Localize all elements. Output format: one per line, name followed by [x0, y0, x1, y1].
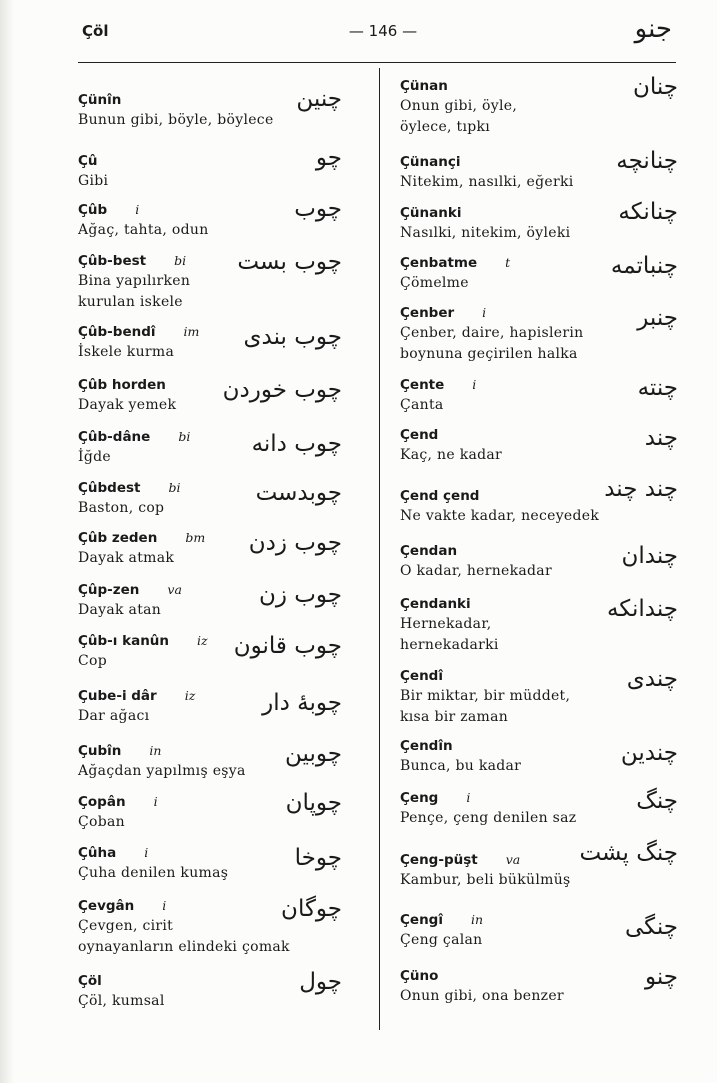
gloss-line: Bina yapılırken — [78, 273, 191, 289]
grammar-abbreviation: i — [472, 377, 477, 392]
gloss-line: Dayak yemek — [78, 397, 177, 413]
gloss-line: Nasılki, nitekim, öyleki — [400, 225, 571, 241]
headword-text: Çûb-bendî — [78, 324, 156, 340]
dictionary-entry — [400, 253, 678, 294]
gloss-line: Kambur, beli bükülmüş — [400, 872, 571, 888]
gloss-line: Pençe, çeng denilen saz — [400, 810, 577, 826]
headword-text: Çendan — [400, 543, 458, 559]
grammar-abbreviation: iz — [184, 688, 196, 703]
headword-text: Çendî — [400, 668, 443, 684]
headword-text: Çeng-püşt — [400, 852, 478, 868]
arabic-script-word: چوبین — [285, 741, 342, 767]
gloss-line: kısa bir zaman — [400, 709, 509, 725]
gloss-line: Çömelme — [400, 275, 469, 291]
arabic-script-word: چول — [299, 969, 342, 995]
arabic-script-word: چوخا — [294, 845, 342, 871]
arabic-script-word: چوپان — [285, 790, 342, 816]
dictionary-entry — [400, 788, 678, 829]
page-number: — 146 — — [348, 22, 418, 40]
gloss-line: kurulan iskele — [78, 294, 183, 310]
dictionary-entry — [400, 594, 678, 656]
dictionary-entry — [78, 375, 360, 416]
grammar-abbreviation: bi — [174, 253, 187, 268]
dictionary-entry — [78, 580, 360, 621]
headword-text: Çünîn — [78, 92, 122, 108]
arabic-script-word: چوب دانه — [251, 431, 342, 457]
arabic-script-word: چندین — [620, 740, 678, 766]
gloss-line: Çanta — [400, 397, 444, 413]
headword-text: Çûb zeden — [78, 530, 158, 546]
dictionary-entry — [400, 303, 678, 365]
dictionary-entry — [400, 425, 678, 466]
headword-text: Çû — [78, 153, 98, 169]
gloss-line: Bunun gibi, böyle, böylece — [78, 112, 274, 128]
headword — [400, 425, 678, 445]
headword-text: Çeng — [400, 790, 439, 806]
headword-text: Çenber — [400, 305, 455, 321]
arabic-script-word: چنانکه — [618, 199, 678, 225]
grammar-abbreviation: im — [183, 324, 200, 339]
dictionary-entry — [400, 476, 678, 527]
dictionary-entry — [78, 322, 360, 363]
arabic-script-word: چنگ — [636, 788, 678, 814]
arabic-script-word: چوب خوردن — [222, 377, 342, 403]
headword-text: Çünanki — [400, 205, 462, 221]
dictionary-entry — [400, 541, 678, 582]
header-rule — [78, 62, 676, 63]
gloss-line: Çevgen, cirit — [78, 918, 174, 934]
gloss-line: Hernekadar, — [400, 616, 492, 632]
dictionary-entry — [78, 686, 360, 727]
gloss-line: Dayak atmak — [78, 550, 175, 566]
dictionary-entry — [78, 843, 360, 884]
gloss-line: Onun gibi, öyle, — [400, 98, 518, 114]
arabic-script-word: چنانچه — [616, 148, 678, 174]
dictionary-entry — [78, 427, 360, 468]
arabic-script-word: چوب زن — [258, 582, 342, 608]
grammar-abbreviation: bi — [178, 429, 191, 444]
headword-text: Çûb-dâne — [78, 429, 151, 445]
grammar-abbreviation: i — [144, 845, 149, 860]
gloss-line: Kaç, ne kadar — [400, 447, 503, 463]
grammar-abbreviation: iz — [197, 633, 208, 648]
gloss-line: Dayak atan — [78, 602, 162, 618]
gloss-line: O kadar, hernekadar — [400, 563, 552, 579]
grammar-abbreviation: i — [153, 794, 158, 809]
gloss-line: Çöl, kumsal — [78, 993, 165, 1009]
dictionary-entry — [400, 148, 678, 193]
dictionary-entry — [78, 86, 360, 131]
arabic-script-word: چندی — [626, 666, 678, 692]
dictionary-entry — [78, 971, 360, 1012]
headword — [400, 966, 678, 986]
arabic-script-word: چنگ پشت — [579, 840, 678, 866]
headword-text: Çubîn — [78, 743, 122, 759]
dictionary-entry — [78, 792, 360, 833]
headword-text: Çûb-ı kanûn — [78, 633, 170, 649]
headword-text: Çendîn — [400, 738, 453, 754]
page-edge-shadow — [0, 0, 14, 1083]
grammar-abbreviation: in — [149, 743, 162, 758]
arabic-script-word: چندانکه — [606, 596, 678, 622]
headword-text: Çünan — [400, 78, 448, 94]
headword-text: Çûb horden — [78, 377, 166, 393]
gloss-line: Gibi — [78, 173, 109, 189]
dictionary-entry — [78, 145, 360, 192]
gloss-line: Çenber, daire, hapislerin — [400, 325, 584, 341]
headword-text: Çûp-zen — [78, 582, 140, 598]
gloss-line: Çuha denilen kumaş — [78, 865, 229, 881]
arabic-script-word: چند چند — [604, 476, 678, 502]
gloss-line: Dar ağacı — [78, 708, 150, 724]
gloss-line: Ağaçdan yapılmış eşya — [78, 763, 246, 779]
gloss-line: Baston, cop — [78, 500, 165, 516]
arabic-script-word: چنین — [296, 86, 342, 112]
dictionary-entry — [400, 910, 678, 951]
grammar-abbreviation: va — [505, 852, 521, 867]
headword-text: Çend çend — [400, 488, 480, 504]
headword-text: Çûb — [78, 202, 108, 218]
headword-text: Çopân — [78, 794, 126, 810]
headword — [400, 375, 678, 395]
dictionary-entry — [400, 199, 678, 244]
grammar-abbreviation: va — [167, 582, 182, 597]
arabic-script-word: چوبهٔ دار — [262, 690, 342, 716]
dictionary-entry — [400, 375, 678, 416]
headword-text: Çûha — [78, 845, 117, 861]
arabic-script-word: چندان — [621, 543, 678, 569]
arabic-script-word: چنو — [644, 964, 678, 990]
dictionary-entry — [78, 741, 360, 782]
gloss-line: Cop — [78, 653, 108, 669]
arabic-script-word: چنته — [637, 375, 678, 401]
arabic-script-word: چند — [644, 425, 678, 451]
dictionary-entry — [400, 666, 678, 728]
arabic-script-word: چوب بندی — [243, 324, 342, 350]
gloss-line: öylece, tıpkı — [400, 119, 491, 135]
grammar-abbreviation: in — [470, 912, 484, 927]
guide-word: Çöl — [82, 22, 109, 40]
page-header — [0, 0, 717, 66]
gloss-line: hernekadarki — [400, 637, 499, 653]
grammar-abbreviation: bm — [185, 530, 206, 545]
arabic-script-word: چنان — [632, 74, 678, 100]
headword-text: Çube-i dâr — [78, 688, 157, 704]
gloss-line: Çoban — [78, 814, 125, 830]
headword-text: Çengî — [400, 912, 443, 928]
arabic-script-word: چوب قانون — [233, 633, 342, 659]
dictionary-entry — [400, 966, 678, 1007]
gloss-line: Ne vakte kadar, neceyedek — [400, 508, 600, 524]
gloss-line: İğde — [78, 449, 111, 465]
arabic-script-word: چو — [315, 145, 342, 171]
arabic-script-word: چنباتمه — [610, 253, 678, 279]
dictionary-entry — [400, 840, 678, 891]
headword-text: Çend — [400, 427, 439, 443]
headword-text: Çöl — [78, 973, 102, 989]
arabic-script-word: چوگان — [281, 896, 342, 922]
dictionary-entry — [400, 76, 678, 138]
gloss-line: Ağaç, tahta, odun — [78, 222, 209, 238]
gloss-line: boynuna geçirilen halka — [400, 346, 578, 362]
headword-text: Çevgân — [78, 898, 135, 914]
dictionary-entry — [78, 528, 360, 569]
gloss-line: Onun gibi, ona benzer — [400, 988, 564, 1004]
gloss-line: Bunca, bu kadar — [400, 758, 522, 774]
dictionary-entry — [78, 251, 360, 313]
headword-text: Çüno — [400, 968, 439, 984]
column-divider — [379, 68, 380, 1030]
arabic-script-word: چنبر — [637, 305, 678, 331]
gloss-line: İskele kurma — [78, 344, 175, 360]
arabic-script-word: چوب بست — [237, 249, 342, 275]
arabic-script-word: چوبدست — [255, 480, 342, 506]
arabic-script-word: چوب — [294, 196, 342, 222]
dictionary-entry — [78, 896, 360, 958]
gloss-line: Çeng çalan — [400, 932, 483, 948]
headword-text: Çünançi — [400, 154, 461, 170]
dictionary-entry — [78, 478, 360, 519]
headword-text: Çenbatme — [400, 255, 478, 271]
headword-text: Çûbdest — [78, 480, 141, 496]
arabic-script-word: چنگی — [624, 914, 678, 940]
headword-text: Çente — [400, 377, 445, 393]
guide-word-arabic: جنو — [634, 14, 672, 44]
dictionary-entry — [400, 736, 678, 777]
headword-text: Çendanki — [400, 596, 471, 612]
dictionary-entry — [78, 631, 360, 672]
arabic-script-word: چوب زدن — [248, 530, 342, 556]
grammar-abbreviation: bi — [168, 480, 181, 495]
gloss-line: oynayanların elindeki çomak — [78, 939, 290, 955]
grammar-abbreviation: i — [162, 898, 167, 913]
gloss-line: Bir miktar, bir müddet, — [400, 688, 571, 704]
dictionary-entry — [78, 196, 360, 241]
grammar-abbreviation: i — [135, 202, 140, 217]
grammar-abbreviation: i — [482, 305, 487, 320]
gloss-line: Nitekim, nasılki, eğerki — [400, 174, 574, 190]
headword-text: Çûb-best — [78, 253, 147, 269]
grammar-abbreviation: t — [505, 255, 511, 270]
grammar-abbreviation: i — [466, 790, 471, 805]
